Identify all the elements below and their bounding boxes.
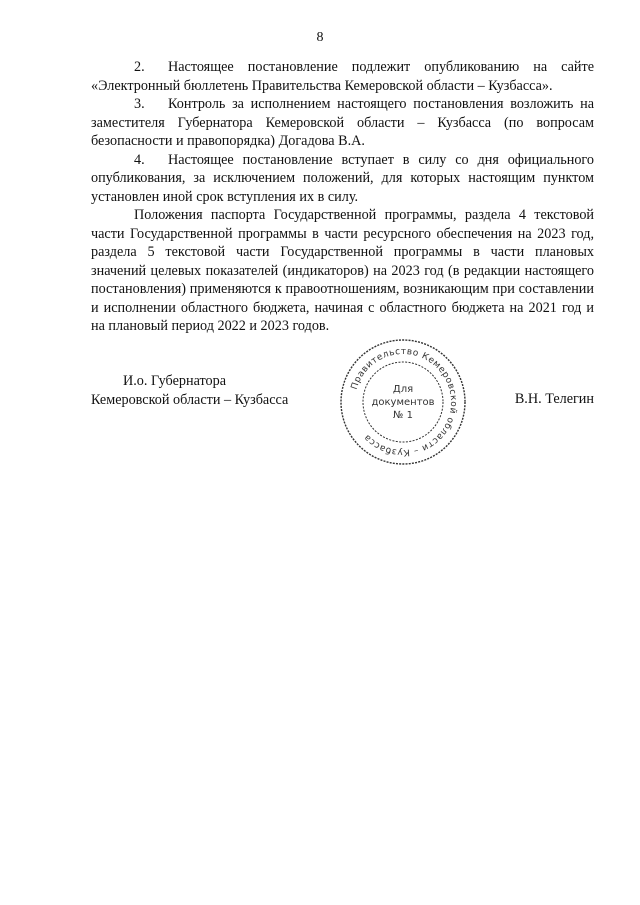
paragraph-item-3 (91, 95, 594, 151)
page-number: 8 (316, 30, 324, 45)
paragraph-item-2 (91, 58, 594, 95)
signatory-title (91, 372, 321, 409)
item-number: 2. (134, 59, 145, 75)
signatory-title-line1: И.о. Губернатора (123, 373, 226, 389)
item-number: 3. (134, 96, 145, 112)
seal-center-line2: документов (371, 397, 435, 408)
paragraph-item-4 (91, 151, 594, 207)
document-body (91, 58, 594, 336)
paragraph-text: Положения паспорта Государственной программы, раздела 4 текстовой части Государственной программы в части ресурсного обеспечения на 2023 год, раздела 5 текстовой части Государственной программы в части плановых значений целевых показателей (индикаторов) на 2023 год (в редакции настоящего постановления) применяются к правоотношениям, возникающим при составлении и исполнении областного бюджета, начиная с областного бюджета на 2021 год и на плановый период 2022 и 2023 годов. (91, 207, 594, 334)
seal-graphic (337, 336, 469, 468)
seal-ring-path: Правительство Кемеровской области – Кузбасса (349, 346, 459, 458)
seal-center-line1: Для (392, 384, 414, 395)
paragraph-text: Настоящее постановление подлежит опубликованию на сайте «Электронный бюллетень Правительства Кемеровской области – Кузбасса». (91, 59, 594, 94)
item-number: 4. (134, 151, 145, 168)
paragraph-text: Настоящее постановление вступает в силу со дня официального опубликования, за исключением положений, для которых настоящим пунктом установлен иной срок вступления их в силу. (91, 151, 594, 205)
paragraph-text: Контроль за исполнением настоящего постановления возложить на заместителя Губернатора Кемеровской области – Кузбасса (по вопросам безопасности и правопорядка) Догадова В.А. (91, 96, 594, 149)
signatory-title-line2: Кемеровской области – Кузбасса (91, 391, 289, 408)
paragraph-provisions (91, 206, 594, 336)
seal-center-line3: № 1 (393, 410, 413, 421)
official-seal (337, 336, 469, 468)
signatory-name: В.Н. Телегин (514, 391, 594, 407)
